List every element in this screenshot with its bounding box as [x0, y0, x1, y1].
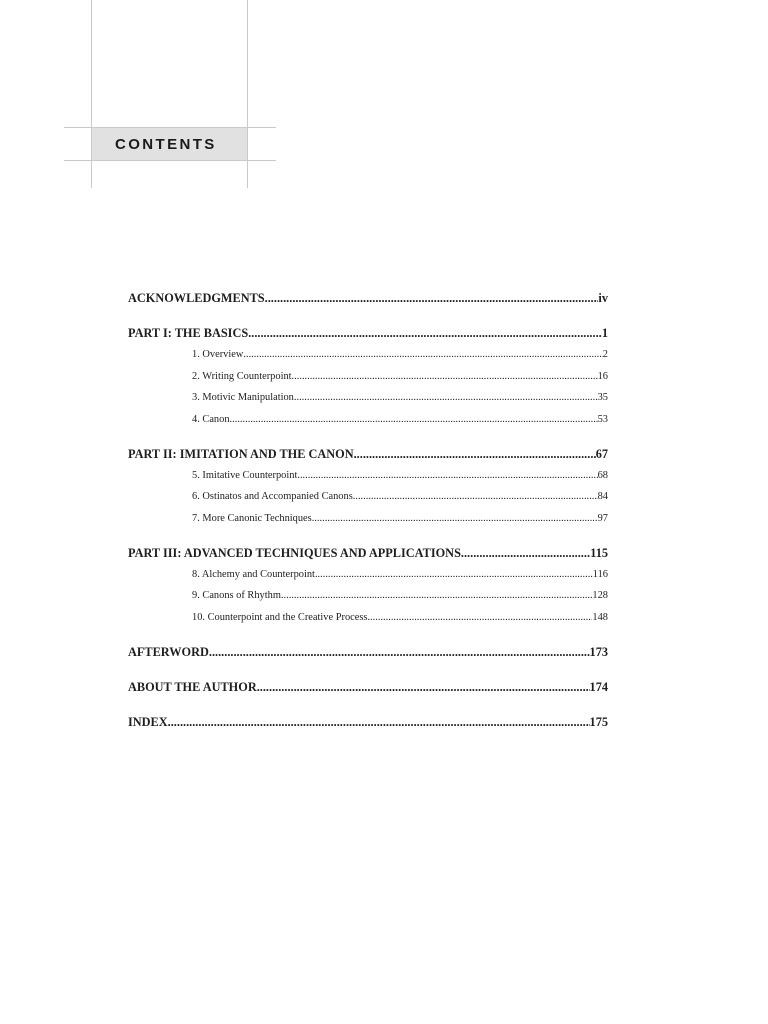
toc-part-title: PART I: THE BASICS — [128, 326, 249, 340]
toc-chapter-title: 2. Writing Counterpoint — [192, 370, 292, 382]
toc-chapter-title: 5. Imitative Counterpoint — [192, 469, 298, 481]
toc-chapter-title: 8. Alchemy and Counterpoint — [192, 568, 315, 580]
toc-entry-title: INDEX — [128, 714, 168, 729]
toc-entry-index[interactable] — [128, 713, 608, 732]
dot-leader — [294, 389, 598, 407]
toc-chapter-1[interactable] — [192, 346, 608, 364]
crop-line-horizontal-bottom — [64, 160, 276, 161]
toc-entry-page: 173 — [589, 644, 608, 659]
toc-chapter-9[interactable] — [192, 587, 608, 605]
dot-leader — [230, 411, 598, 429]
toc-chapter-title: 4. Canon — [192, 413, 230, 425]
toc-part-page: 115 — [590, 545, 608, 560]
toc-part-page: 67 — [595, 446, 608, 461]
dot-leader — [248, 324, 602, 343]
dot-leader — [367, 609, 592, 627]
toc-chapter-title: 7. More Canonic Techniques — [192, 512, 312, 524]
toc-part-3[interactable] — [128, 544, 608, 563]
toc-chapter-4[interactable] — [192, 411, 608, 429]
toc-part-2[interactable] — [128, 445, 608, 464]
toc-entry-about-the-author[interactable] — [128, 678, 608, 697]
toc-chapter-title: 1. Overview — [192, 349, 244, 360]
dot-leader — [257, 678, 590, 697]
dot-leader — [168, 713, 590, 732]
toc-part-title: PART III: ADVANCED TECHNIQUES AND APPLICATIONS — [128, 545, 461, 560]
dot-leader — [315, 566, 593, 584]
toc-chapter-7[interactable] — [192, 510, 608, 528]
toc-chapter-8[interactable] — [192, 566, 608, 584]
dot-leader — [281, 587, 593, 605]
page-title: CONTENTS — [115, 135, 217, 153]
toc-chapter-10[interactable] — [192, 609, 608, 627]
toc-part-title: PART II: IMITATION AND THE CANON — [128, 446, 354, 461]
toc-chapter-page: 97 — [597, 512, 608, 524]
dot-leader — [297, 467, 597, 485]
toc-entry-title: ACKNOWLEDGMENTS — [128, 291, 265, 305]
dot-leader — [292, 368, 598, 386]
dot-leader — [265, 289, 599, 308]
dot-leader — [461, 544, 590, 563]
toc-chapter-page: 35 — [597, 392, 608, 403]
toc-chapter-title: 6. Ostinatos and Accompanied Canons — [192, 491, 353, 502]
toc-part-1[interactable] — [128, 324, 608, 343]
toc-chapter-6[interactable] — [192, 488, 608, 506]
toc-entry-title: AFTERWORD — [128, 644, 209, 659]
toc-chapter-title: 3. Motivic Manipulation — [192, 392, 294, 403]
toc-entry-title: ABOUT THE AUTHOR — [128, 679, 257, 694]
toc-part-page: 1 — [601, 326, 608, 340]
toc-chapter-2[interactable] — [192, 368, 608, 386]
toc-chapter-title: 9. Canons of Rhythm — [192, 590, 281, 601]
dot-leader — [354, 445, 596, 464]
toc-chapter-page: 148 — [592, 611, 608, 623]
toc-chapter-page: 53 — [597, 413, 608, 425]
toc-chapter-3[interactable] — [192, 389, 608, 407]
toc-entry-afterword[interactable] — [128, 643, 608, 662]
dot-leader — [312, 510, 598, 528]
toc-entry-page: 174 — [589, 679, 608, 694]
table-of-contents — [128, 289, 608, 748]
toc-chapter-page: 116 — [592, 568, 608, 580]
toc-chapter-page: 84 — [597, 491, 608, 502]
toc-entry-page: 175 — [589, 714, 608, 729]
toc-entry-page: iv — [598, 291, 608, 305]
toc-chapter-title: 10. Counterpoint and the Creative Process — [192, 611, 368, 623]
toc-chapter-page: 128 — [592, 590, 608, 601]
toc-chapter-5[interactable] — [192, 467, 608, 485]
toc-chapter-page: 68 — [597, 469, 608, 481]
dot-leader — [243, 346, 602, 364]
contents-heading-box — [92, 128, 247, 160]
toc-entry-acknowledgments[interactable] — [128, 289, 608, 308]
toc-chapter-page: 16 — [597, 370, 608, 382]
dot-leader — [353, 488, 598, 506]
dot-leader — [209, 643, 590, 662]
toc-chapter-page: 2 — [602, 349, 608, 360]
